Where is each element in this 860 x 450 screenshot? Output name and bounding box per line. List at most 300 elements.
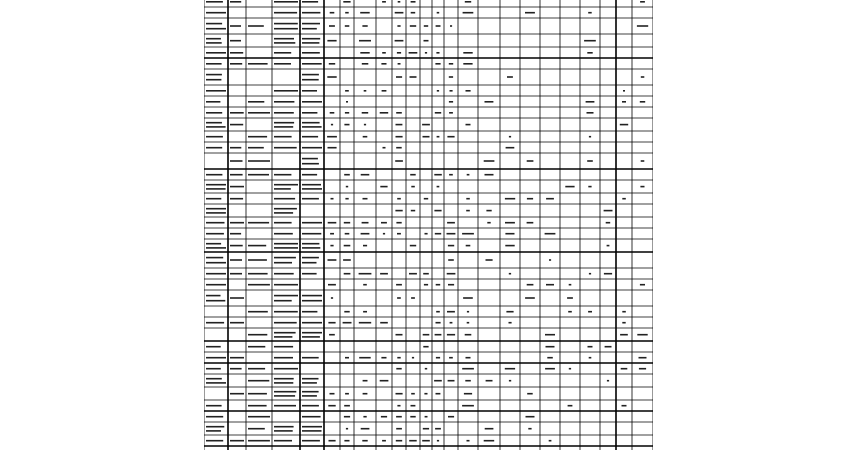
- cell-mark: [449, 357, 453, 359]
- cell-mark: [396, 428, 402, 430]
- cell-mark: [206, 1, 223, 3]
- cell-mark: [230, 222, 244, 224]
- cell-mark: [274, 233, 293, 235]
- cell-mark: [302, 440, 320, 442]
- cell-mark: [640, 186, 644, 188]
- cell-mark: [302, 136, 318, 138]
- cell-mark: [466, 124, 471, 126]
- cell-mark: [409, 273, 417, 275]
- cell-mark: [206, 257, 223, 259]
- cell-mark: [423, 273, 429, 275]
- cell-mark: [525, 12, 535, 14]
- cell-mark: [436, 25, 441, 27]
- cell-mark: [248, 428, 265, 430]
- cell-mark: [362, 25, 367, 27]
- cell-mark: [589, 136, 591, 138]
- cell-mark: [302, 63, 322, 65]
- cell-mark: [331, 124, 333, 126]
- cell-mark: [411, 210, 415, 212]
- cell-mark: [302, 79, 319, 81]
- cell-mark: [274, 311, 298, 313]
- cell-mark: [447, 136, 454, 138]
- cell-mark: [206, 322, 224, 324]
- cell-mark: [230, 25, 241, 27]
- cell-mark: [327, 40, 336, 42]
- cell-mark: [274, 382, 293, 384]
- cell-mark: [425, 52, 427, 54]
- cell-mark: [462, 405, 474, 407]
- cell-mark: [423, 334, 430, 336]
- cell-mark: [206, 74, 222, 76]
- cell-mark: [380, 322, 388, 324]
- cell-mark: [274, 368, 298, 370]
- cell-mark: [361, 428, 370, 430]
- cell-mark: [486, 380, 493, 382]
- cell-mark: [434, 174, 442, 176]
- cell-mark: [546, 284, 554, 286]
- cell-mark: [409, 52, 418, 54]
- cell-mark: [545, 233, 556, 235]
- cell-mark: [302, 222, 322, 224]
- cell-mark: [345, 233, 350, 235]
- cell-mark: [248, 416, 270, 418]
- cell-mark: [328, 147, 337, 149]
- cell-mark: [248, 393, 267, 395]
- cell-mark: [569, 284, 572, 286]
- cell-mark: [274, 378, 294, 380]
- cell-mark: [302, 295, 322, 297]
- cell-mark: [395, 12, 404, 14]
- cell-mark: [206, 28, 226, 30]
- cell-mark: [302, 52, 320, 54]
- cell-mark: [436, 284, 441, 286]
- cell-mark: [381, 357, 386, 359]
- cell-mark: [230, 63, 242, 65]
- cell-mark: [274, 198, 295, 200]
- cell-mark: [545, 334, 555, 336]
- cell-mark: [505, 198, 515, 200]
- cell-mark: [637, 334, 647, 336]
- cell-mark: [467, 322, 470, 324]
- cell-mark: [546, 346, 555, 348]
- cell-mark: [327, 136, 337, 138]
- cell-mark: [274, 208, 297, 210]
- cell-mark: [230, 259, 242, 261]
- cell-mark: [248, 284, 270, 286]
- cell-mark: [274, 247, 298, 249]
- cell-mark: [588, 346, 593, 348]
- cell-mark: [396, 124, 403, 126]
- cell-mark: [527, 160, 534, 162]
- cell-mark: [410, 76, 417, 78]
- cell-mark: [248, 147, 264, 149]
- cell-mark: [527, 284, 534, 286]
- cell-mark: [545, 368, 555, 370]
- cell-mark: [230, 52, 243, 54]
- cell-mark: [448, 380, 455, 382]
- cell-mark: [363, 245, 367, 247]
- cell-mark: [302, 23, 320, 25]
- cell-mark: [206, 122, 222, 124]
- cell-mark: [396, 334, 403, 336]
- cell-mark: [361, 233, 370, 235]
- cell-mark: [462, 233, 474, 235]
- cell-mark: [302, 247, 320, 249]
- cell-mark: [206, 405, 222, 407]
- cell-mark: [448, 416, 454, 418]
- cell-mark: [329, 63, 335, 65]
- cell-mark: [206, 243, 221, 245]
- cell-mark: [206, 90, 226, 92]
- cell-mark: [206, 295, 221, 297]
- cell-mark: [467, 440, 470, 442]
- cell-mark: [302, 42, 319, 44]
- cell-mark: [363, 416, 366, 418]
- cell-mark: [206, 188, 226, 190]
- cell-mark: [620, 334, 628, 336]
- cell-mark: [363, 284, 367, 286]
- cell-mark: [449, 101, 453, 103]
- cell-mark: [588, 311, 592, 313]
- cell-mark: [206, 346, 221, 348]
- cell-mark: [450, 25, 452, 27]
- cell-mark: [410, 245, 416, 247]
- cell-mark: [509, 273, 511, 275]
- cell-mark: [274, 391, 296, 393]
- cell-mark: [302, 257, 319, 259]
- cell-mark: [568, 405, 573, 407]
- cell-mark: [302, 322, 322, 324]
- cell-mark: [274, 322, 297, 324]
- cell-mark: [485, 428, 494, 430]
- cell-mark: [465, 1, 471, 3]
- cell-mark: [330, 112, 335, 114]
- cell-mark: [248, 245, 266, 247]
- cell-mark: [346, 101, 348, 103]
- cell-mark: [381, 63, 386, 65]
- cell-mark: [343, 322, 352, 324]
- cell-mark: [604, 273, 612, 275]
- cell-mark: [344, 174, 350, 176]
- cell-mark: [344, 245, 351, 247]
- cell-mark: [328, 322, 335, 324]
- cell-mark: [487, 222, 490, 224]
- cell-mark: [637, 25, 648, 27]
- cell-mark: [505, 233, 514, 235]
- cell-mark: [607, 380, 609, 382]
- cell-mark: [302, 112, 317, 114]
- cell-mark: [568, 311, 572, 313]
- cell-mark: [274, 136, 292, 138]
- cell-mark: [412, 357, 414, 359]
- cell-mark: [206, 357, 226, 359]
- cell-mark: [506, 147, 515, 149]
- cell-mark: [206, 284, 226, 286]
- cell-mark: [330, 393, 335, 395]
- cell-mark: [230, 368, 242, 370]
- cell-mark: [206, 262, 226, 264]
- cell-mark: [363, 380, 368, 382]
- cell-mark: [274, 357, 293, 359]
- cell-mark: [206, 147, 222, 149]
- cell-mark: [206, 174, 222, 176]
- cell-mark: [397, 297, 401, 299]
- cell-mark: [448, 245, 454, 247]
- cell-mark: [302, 1, 318, 3]
- cell-mark: [466, 357, 471, 359]
- cell-mark: [302, 357, 319, 359]
- cell-mark: [302, 174, 317, 176]
- cell-mark: [206, 273, 226, 275]
- cell-mark: [248, 380, 269, 382]
- cell-mark: [589, 273, 591, 275]
- cell-mark: [302, 243, 319, 245]
- cell-mark: [380, 112, 389, 114]
- cell-mark: [509, 380, 511, 382]
- cell-mark: [206, 300, 225, 302]
- cell-mark: [436, 322, 441, 324]
- cell-mark: [274, 262, 292, 264]
- cell-mark: [274, 38, 294, 40]
- cell-mark: [639, 368, 646, 370]
- cell-mark: [248, 273, 268, 275]
- cell-mark: [507, 76, 513, 78]
- cell-mark: [621, 368, 628, 370]
- cell-mark: [546, 198, 554, 200]
- cell-mark: [274, 28, 298, 30]
- cell-mark: [435, 428, 441, 430]
- cell-mark: [230, 322, 244, 324]
- cell-mark: [569, 368, 571, 370]
- cell-mark: [410, 416, 415, 418]
- cell-mark: [485, 101, 494, 103]
- cell-mark: [382, 1, 386, 3]
- cell-mark: [409, 440, 417, 442]
- cell-mark: [230, 198, 243, 200]
- cell-mark: [206, 208, 226, 210]
- cell-mark: [206, 184, 226, 186]
- cell-mark: [380, 380, 389, 382]
- cell-mark: [604, 210, 613, 212]
- cell-mark: [302, 184, 321, 186]
- cell-mark: [329, 440, 336, 442]
- cell-mark: [448, 284, 454, 286]
- cell-mark: [274, 430, 293, 432]
- cell-mark: [248, 334, 267, 336]
- cell-mark: [434, 210, 441, 212]
- cell-mark: [274, 23, 298, 25]
- cell-mark: [525, 297, 535, 299]
- cell-mark: [359, 40, 371, 42]
- cell-mark: [302, 12, 320, 14]
- cell-mark: [411, 1, 416, 3]
- cell-mark: [248, 112, 270, 114]
- cell-mark: [274, 126, 293, 128]
- cell-mark: [302, 332, 322, 334]
- cell-mark: [549, 259, 551, 261]
- cell-mark: [485, 174, 494, 176]
- cell-mark: [206, 38, 221, 40]
- cell-mark: [206, 136, 223, 138]
- cell-mark: [396, 284, 402, 286]
- cell-mark: [397, 25, 400, 27]
- cell-mark: [302, 391, 319, 393]
- cell-mark: [329, 25, 335, 27]
- cell-mark: [449, 63, 453, 65]
- cell-mark: [381, 416, 387, 418]
- cell-mark: [363, 393, 368, 395]
- cell-mark: [435, 334, 442, 336]
- cell-mark: [206, 440, 223, 442]
- cell-mark: [383, 147, 386, 149]
- cell-mark: [302, 233, 321, 235]
- cell-mark: [463, 52, 472, 54]
- cell-mark: [527, 222, 534, 224]
- cell-mark: [274, 63, 291, 65]
- cell-mark: [425, 416, 428, 418]
- cell-mark: [447, 233, 456, 235]
- cell-mark: [274, 346, 293, 348]
- cell-mark: [640, 101, 645, 103]
- cell-mark: [274, 122, 294, 124]
- document-page: [204, 0, 653, 450]
- cell-mark: [528, 428, 531, 430]
- cell-mark: [274, 257, 296, 259]
- cell-mark: [641, 76, 645, 78]
- cell-mark: [274, 1, 298, 3]
- cell-mark: [605, 346, 612, 348]
- cell-mark: [206, 233, 224, 235]
- cell-mark: [587, 160, 593, 162]
- cell-mark: [463, 297, 473, 299]
- cell-mark: [606, 222, 611, 224]
- cell-mark: [345, 25, 350, 27]
- cell-mark: [526, 416, 535, 418]
- cell-mark: [230, 40, 241, 42]
- cell-mark: [206, 222, 225, 224]
- cell-mark: [230, 393, 244, 395]
- cell-mark: [302, 273, 317, 275]
- cell-mark: [346, 428, 348, 430]
- cell-mark: [383, 233, 385, 235]
- cell-mark: [230, 357, 244, 359]
- cell-mark: [230, 186, 244, 188]
- cell-mark: [274, 243, 298, 245]
- cell-mark: [410, 174, 416, 176]
- cell-mark: [397, 357, 400, 359]
- cell-mark: [486, 210, 491, 212]
- cell-mark: [437, 12, 440, 14]
- cell-mark: [465, 380, 471, 382]
- cell-mark: [622, 198, 626, 200]
- cell-mark: [411, 12, 416, 14]
- cell-mark: [206, 416, 223, 418]
- cell-mark: [396, 147, 402, 149]
- cell-mark: [641, 160, 645, 162]
- cell-mark: [381, 222, 387, 224]
- cell-mark: [329, 334, 335, 336]
- cell-mark: [382, 440, 386, 442]
- cell-mark: [302, 147, 322, 149]
- cell-mark: [484, 160, 495, 162]
- cell-mark: [549, 440, 552, 442]
- cell-mark: [359, 357, 371, 359]
- cell-mark: [398, 1, 401, 3]
- cell-mark: [274, 426, 294, 428]
- cell-mark: [230, 174, 243, 176]
- cell-mark: [447, 273, 456, 275]
- cell-mark: [463, 63, 472, 65]
- cell-mark: [424, 393, 427, 395]
- cell-mark: [344, 273, 351, 275]
- cell-mark: [467, 311, 469, 313]
- cell-mark: [345, 90, 349, 92]
- cell-mark: [410, 25, 416, 27]
- cell-mark: [396, 76, 402, 78]
- cell-mark: [437, 186, 440, 188]
- cell-mark: [395, 160, 403, 162]
- cell-mark: [330, 245, 333, 247]
- cell-mark: [302, 38, 320, 40]
- cell-mark: [396, 440, 402, 442]
- cell-mark: [274, 184, 298, 186]
- cell-mark: [328, 405, 335, 407]
- cell-mark: [248, 101, 264, 103]
- cell-mark: [466, 245, 471, 247]
- cell-mark: [363, 136, 368, 138]
- cell-mark: [424, 198, 428, 200]
- cell-mark: [505, 368, 515, 370]
- cell-mark: [302, 395, 317, 397]
- cell-mark: [466, 90, 471, 92]
- cell-mark: [382, 90, 387, 92]
- cell-mark: [274, 440, 292, 442]
- cell-mark: [411, 393, 415, 395]
- cell-mark: [302, 405, 319, 407]
- cell-mark: [344, 311, 349, 313]
- cell-mark: [423, 136, 430, 138]
- cell-mark: [248, 25, 264, 27]
- cell-mark: [248, 136, 267, 138]
- cell-mark: [623, 90, 625, 92]
- cell-mark: [343, 259, 351, 261]
- cell-mark: [274, 332, 296, 334]
- cell-mark: [640, 284, 645, 286]
- cell-mark: [397, 405, 400, 407]
- cell-mark: [302, 101, 322, 103]
- cell-mark: [364, 90, 367, 92]
- cell-mark: [302, 378, 319, 380]
- cell-mark: [363, 198, 368, 200]
- cell-mark: [302, 426, 322, 428]
- cell-mark: [622, 101, 626, 103]
- cell-mark: [230, 440, 244, 442]
- cell-mark: [230, 273, 242, 275]
- cell-mark: [466, 198, 470, 200]
- cell-mark: [344, 405, 350, 407]
- cell-mark: [362, 112, 369, 114]
- cell-mark: [505, 245, 514, 247]
- cell-mark: [436, 311, 440, 313]
- cell-mark: [206, 368, 221, 370]
- cell-mark: [230, 297, 244, 299]
- cell-mark: [396, 136, 403, 138]
- cell-mark: [463, 12, 474, 14]
- cell-mark: [422, 124, 430, 126]
- cell-mark: [464, 393, 472, 395]
- cell-mark: [206, 23, 222, 25]
- cell-mark: [344, 416, 350, 418]
